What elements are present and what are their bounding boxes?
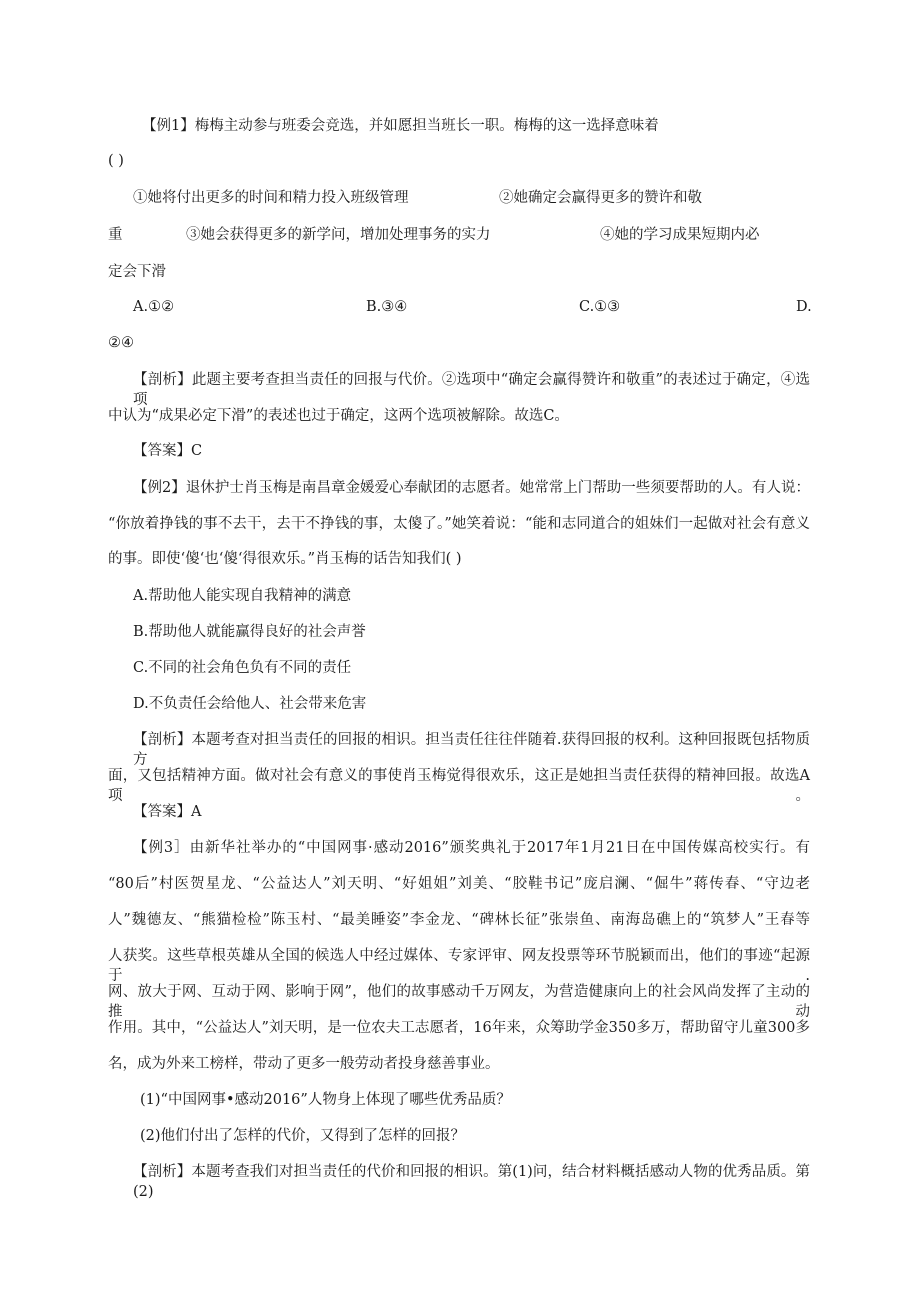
ex3-material-line2: “80后”村医贺星龙、“公益达人”刘天明、“好姐姐”刘美、“胶鞋书记”庞启澜、“倔牛”蒋传春、“守边老 [108, 876, 810, 892]
ex1-option-3: ③她会获得更多的新学问，增加处理事务的实力 [186, 227, 491, 243]
ex2-option-a: A.帮助他人能实现自我精神的满意 [133, 588, 352, 604]
ex3-material-line6: 作用。其中，“公益达人”刘天明，是一位农夫工志愿者，16年来，众筹助学金350多万，帮助留守儿童300多 [108, 1020, 810, 1036]
ex2-question-line1: 【例2】退休护士肖玉梅是南昌章金媛爱心奉献团的志愿者。她常常上门帮助一些须要帮助的人。有人说： [133, 480, 810, 496]
ex3-subquestion-2: (2)他们付出了怎样的代价，又得到了怎样的回报？ [140, 1128, 466, 1144]
ex2-question-line3: 的事。即使‘傻‘也‘傻‘得很欢乐。”肖玉梅的话告知我们( ) [108, 551, 462, 567]
ex2-option-d: D.不负责任会给他人、社会带来危害 [133, 696, 367, 712]
ex3-material-line7: 名，成为外来工榜样，带动了更多一般劳动者投身慈善事业。 [108, 1056, 500, 1072]
ex1-choice-b: B.③④ [366, 299, 408, 315]
ex1-answer-paren: ( ) [108, 153, 124, 169]
ex2-option-c: C.不同的社会角色负有不同的责任 [133, 660, 352, 676]
ex1-choice-c: C.①③ [579, 299, 621, 315]
ex3-analysis-line1: 【剖析】本题考查我们对担当责任的代价和回报的相识。第(1)问，结合材料概括感动人物的优秀品质。第(2) [133, 1164, 810, 1200]
ex3-material-line4: 人获奖。这些草根英雄从全国的候选人中经过媒体、专家评审、网友投票等环节脱颖而出，他们的事迹“起源于. [108, 948, 810, 984]
ex1-option-4: ④她的学习成果短期内必 [600, 227, 760, 243]
ex1-choice-d: D. [796, 299, 812, 315]
ex3-subquestion-1: (1)“中国网事•感动2016”人物身上体现了哪些优秀品质？ [140, 1092, 511, 1108]
ex1-choice-a: A.①② [133, 299, 175, 315]
ex1-choice-d-cont: ②④ [108, 335, 134, 351]
ex1-question: 【例1】梅梅主动参与班委会竞选，并如愿担当班长一职。梅梅的这一选择意味着 [142, 118, 659, 134]
ex1-option-4-cont: 定会下滑 [108, 264, 166, 280]
ex1-analysis-line1: 【剖析】此题主要考查担当责任的回报与代价。②选项中“确定会赢得赞许和敬重”的表述过于确定，④选项 [133, 372, 810, 408]
ex2-analysis-line2: 面，又包括精神方面。做对社会有意义的事使肖玉梅觉得很欢乐，这正是她担当责任获得的精神回报。故选A项。 [108, 768, 810, 804]
ex3-material-line1: 【例3］由新华社举办的“中国网事·感动2016”颁奖典礼于2017年1月21日在中国传媒高校实行。有 [133, 840, 810, 856]
ex1-answer: 【答案】C [133, 443, 203, 459]
ex2-question-line2: “你放着挣钱的事不去干，去干不挣钱的事，太傻了。”她笑着说：“能和志同道合的姐妹们一起做对社会有意义 [108, 516, 810, 532]
ex2-analysis-line1: 【剖析】本题考查对担当责任的回报的相识。担当责任往往伴随着.获得回报的权利。这种回报既包括物质方 [133, 732, 810, 768]
ex2-answer: 【答案】A [133, 804, 202, 820]
ex1-option-2: ②她确定会赢得更多的赞许和敬 [499, 190, 702, 206]
ex1-analysis-line2: 中认为“成果必定下滑”的表述也过于确定，这两个选项被解除。故选C。 [108, 408, 569, 424]
ex3-material-line3: 人”魏德友、“熊猫检检”陈玉村、“最美睡姿”李金龙、“碑林长征”张崇鱼、南海岛礁上的“筑梦人”王春等 [108, 912, 810, 928]
ex1-option-1: ①她将付出更多的时间和精力投入班级管理 [133, 190, 409, 206]
ex3-material-line5: 网、放大于网、互动于网、影响于网”，他们的故事感动千万网友，为营造健康向上的社会风尚发挥了主动的推动 [108, 984, 810, 1020]
ex2-option-b: B.帮助他人就能赢得良好的社会声誉 [133, 624, 366, 640]
ex1-option-2-cont: 重 [108, 227, 123, 243]
